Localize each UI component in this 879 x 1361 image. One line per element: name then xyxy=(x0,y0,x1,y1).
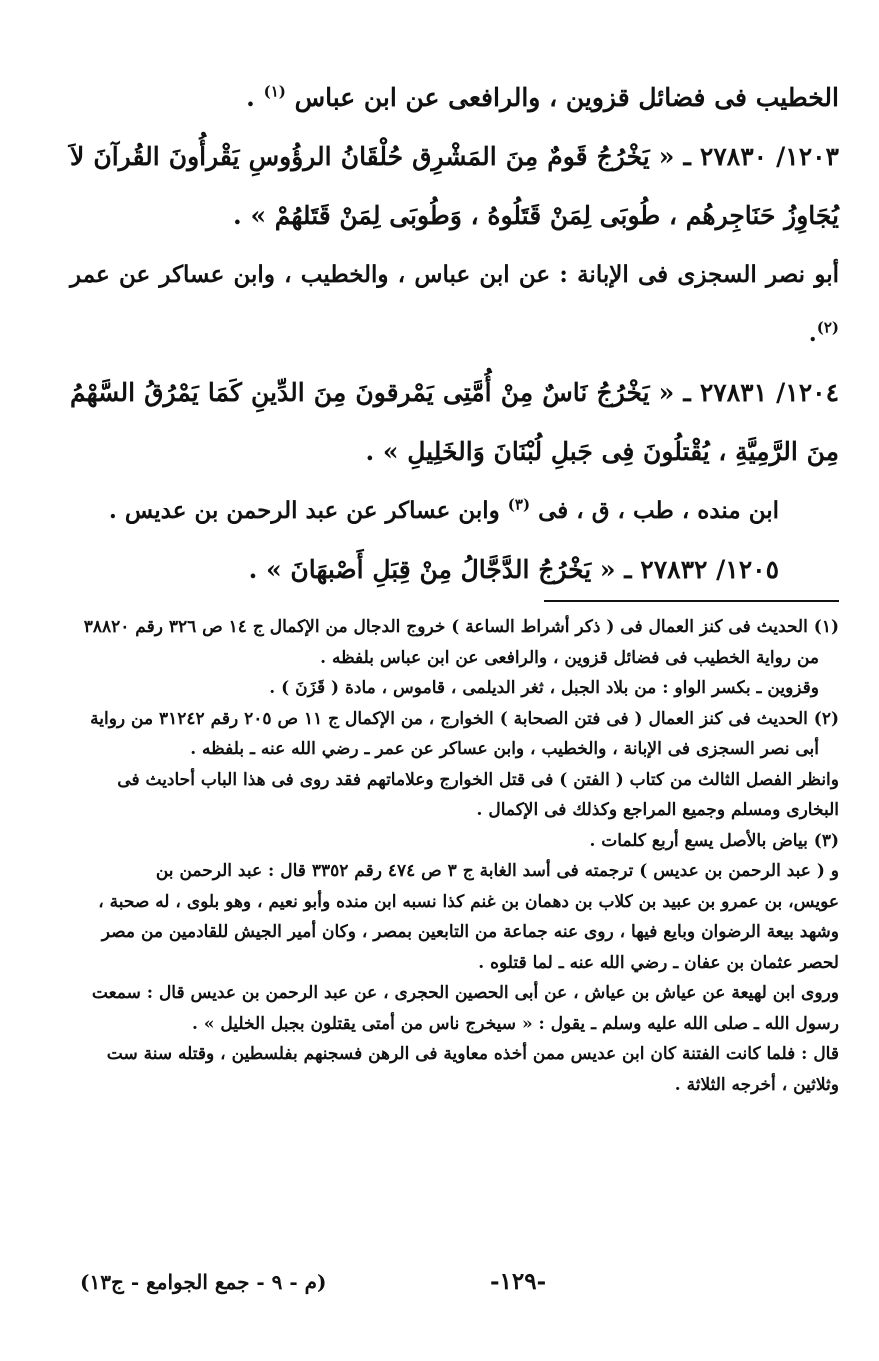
signature-mark: (م - ٩ - جمع الجوامع - ج١٣) xyxy=(80,1270,327,1294)
footnote-line: وروى ابن لهيعة عن عياش بن عياش ، عن أبى الحصين الحجرى ، عن عبد الرحمن بن عديس قال : سمعت xyxy=(91,983,839,1003)
footnote-line: (٣) بياض بالأصل يسع أربع كلمات . xyxy=(589,830,839,851)
footnote-line: رسول الله ـ صلى الله عليه وسلم ـ يقول : « سيخرج ناس من أمتى يقتلون بجبل الخليل » . xyxy=(192,1013,839,1034)
source-line-1204: ابن منده ، طب ، ق ، فى $^{(٣)}$ وابن عساكر عن عبد الرحمن بن عديس . xyxy=(108,495,779,524)
footnote-line: (٢) الحديث فى كنز العمال ( فى فتن الصحابة ) الخوارج ، من الإكمال ج ١١ ص ٢٠٥ رقم ٣١٢٤٢ من رواية xyxy=(90,708,839,729)
footnote-line: أبى نصر السجزى فى الإبانة ، والخطيب ، وابن عساكر عن عمر ـ رضي الله عنه ـ بلفظه . xyxy=(190,739,819,759)
footnote-line: وانظر الفصل الثالث من كتاب ( الفتن ) فى قتل الخوارج وعلاماتهم فقد روى فى هذا الباب أحاديث فى xyxy=(117,769,839,790)
footnote-line: قال : فلما كانت الفتنة كان ابن عديس ممن أخذه معاوية فى الرهن فسجنهم بفلسطين ، وقتله سنة ست xyxy=(106,1044,839,1064)
footnote-line: عويس، بن عمرو بن عبيد بن كلاب بن دهمان بن غنم كذا نسبه ابن منده وأبو نعيم ، وهو بلوى ، له صحبة ، xyxy=(98,891,839,912)
hadith-entry-1203: ١٢٠٣/ ٢٧٨٣٠ ـ « يَخْرُجُ قَومٌ مِنَ المَشْرِق حُلْقَانُ الرؤُوسِ يَقْرأُونَ القُرآنَ لاَ يُجَاوِزُ حَنَاجِرهُم ، طُوبَى لِمَنْ قَتَلُوهُ ، وَطُوبَى لِمَنْ قَتَلهُمْ » . xyxy=(70,142,839,230)
footnote-separator xyxy=(544,600,839,602)
footnote-line: وقزوين ـ بكسر الواو : من بلاد الجبل ، ثغر الديلمى ، قاموس ، مادة ( قَزَنَ ) . xyxy=(269,678,819,698)
footnote-ref-1: (١) xyxy=(263,82,286,101)
footnote-ref-2: (٢) xyxy=(816,318,839,337)
footnote-line: وشهد بيعة الرضوان وبايع فيها ، روى عنه جماعة من التابعين بمصر ، وكان أمير الجيش للقادمين من مصر xyxy=(101,922,839,942)
source-line-continued: الخطيب فى فضائل قزوين ، والرافعى عن ابن عباس $^{(١)}$ . xyxy=(246,82,839,112)
footnote-line: لحصر عثمان بن عفان ـ رضي الله عنه ـ لما قتلوه . xyxy=(478,952,839,973)
footnote-line: من رواية الخطيب فى فضائل قزوين ، والرافعى عن ابن عباس بلفظه . xyxy=(320,647,819,668)
footnote-line: (١) الحديث فى كنز العمال فى ( ذكر أشراط الساعة ) خروج الدجال من الإكمال ج ١٤ ص ٣٢٦ رقم ٣٨٨٢٠ xyxy=(83,617,839,637)
footnotes xyxy=(72,612,839,1100)
footnote-line: وثلاثين ، أخرجه الثلاثة . xyxy=(674,1074,839,1095)
footnote-ref-3: (٣) xyxy=(507,495,531,514)
main-text xyxy=(70,68,839,599)
page-number: -١٢٩- xyxy=(490,1268,547,1295)
page-footer xyxy=(70,1268,839,1308)
hadith-entry-1204: ١٢٠٤/ ٢٧٨٣١ ـ « يَخْرُجُ نَاسٌ مِنْ أُمَّتِى يَمْرقونَ مِنَ الدِّينِ كَمَا يَمْرُقُ السَّهْمُ مِنَ الرَّمِيَّةِ ، يُقْتلُونَ فِى جَبلِ لُبْنَانَ وَالخَلِيلِ » . xyxy=(70,378,839,466)
footnote-line: و ( عبد الرحمن بن عديس ) ترجمته فى أسد الغابة ج ٣ ص ٤٧٤ رقم ٣٣٥٢ قال : عبد الرحمن بن xyxy=(155,861,839,881)
hadith-entry-1205: ١٢٠٥/ ٢٧٨٣٢ ـ « يَخْرُجُ الدَّجَّالُ مِنْ قِبَلِ أَصْبهَانَ » . xyxy=(248,555,779,584)
footnote-line: البخارى ومسلم وجميع المراجع وكذلك فى الإكمال . xyxy=(476,800,839,820)
source-line-1203: أبو نصر السجزى فى الإبانة : عن ابن عباس ، والخطيب ، وابن عساكر عن عمر $^{(٢)}$. xyxy=(70,261,839,347)
